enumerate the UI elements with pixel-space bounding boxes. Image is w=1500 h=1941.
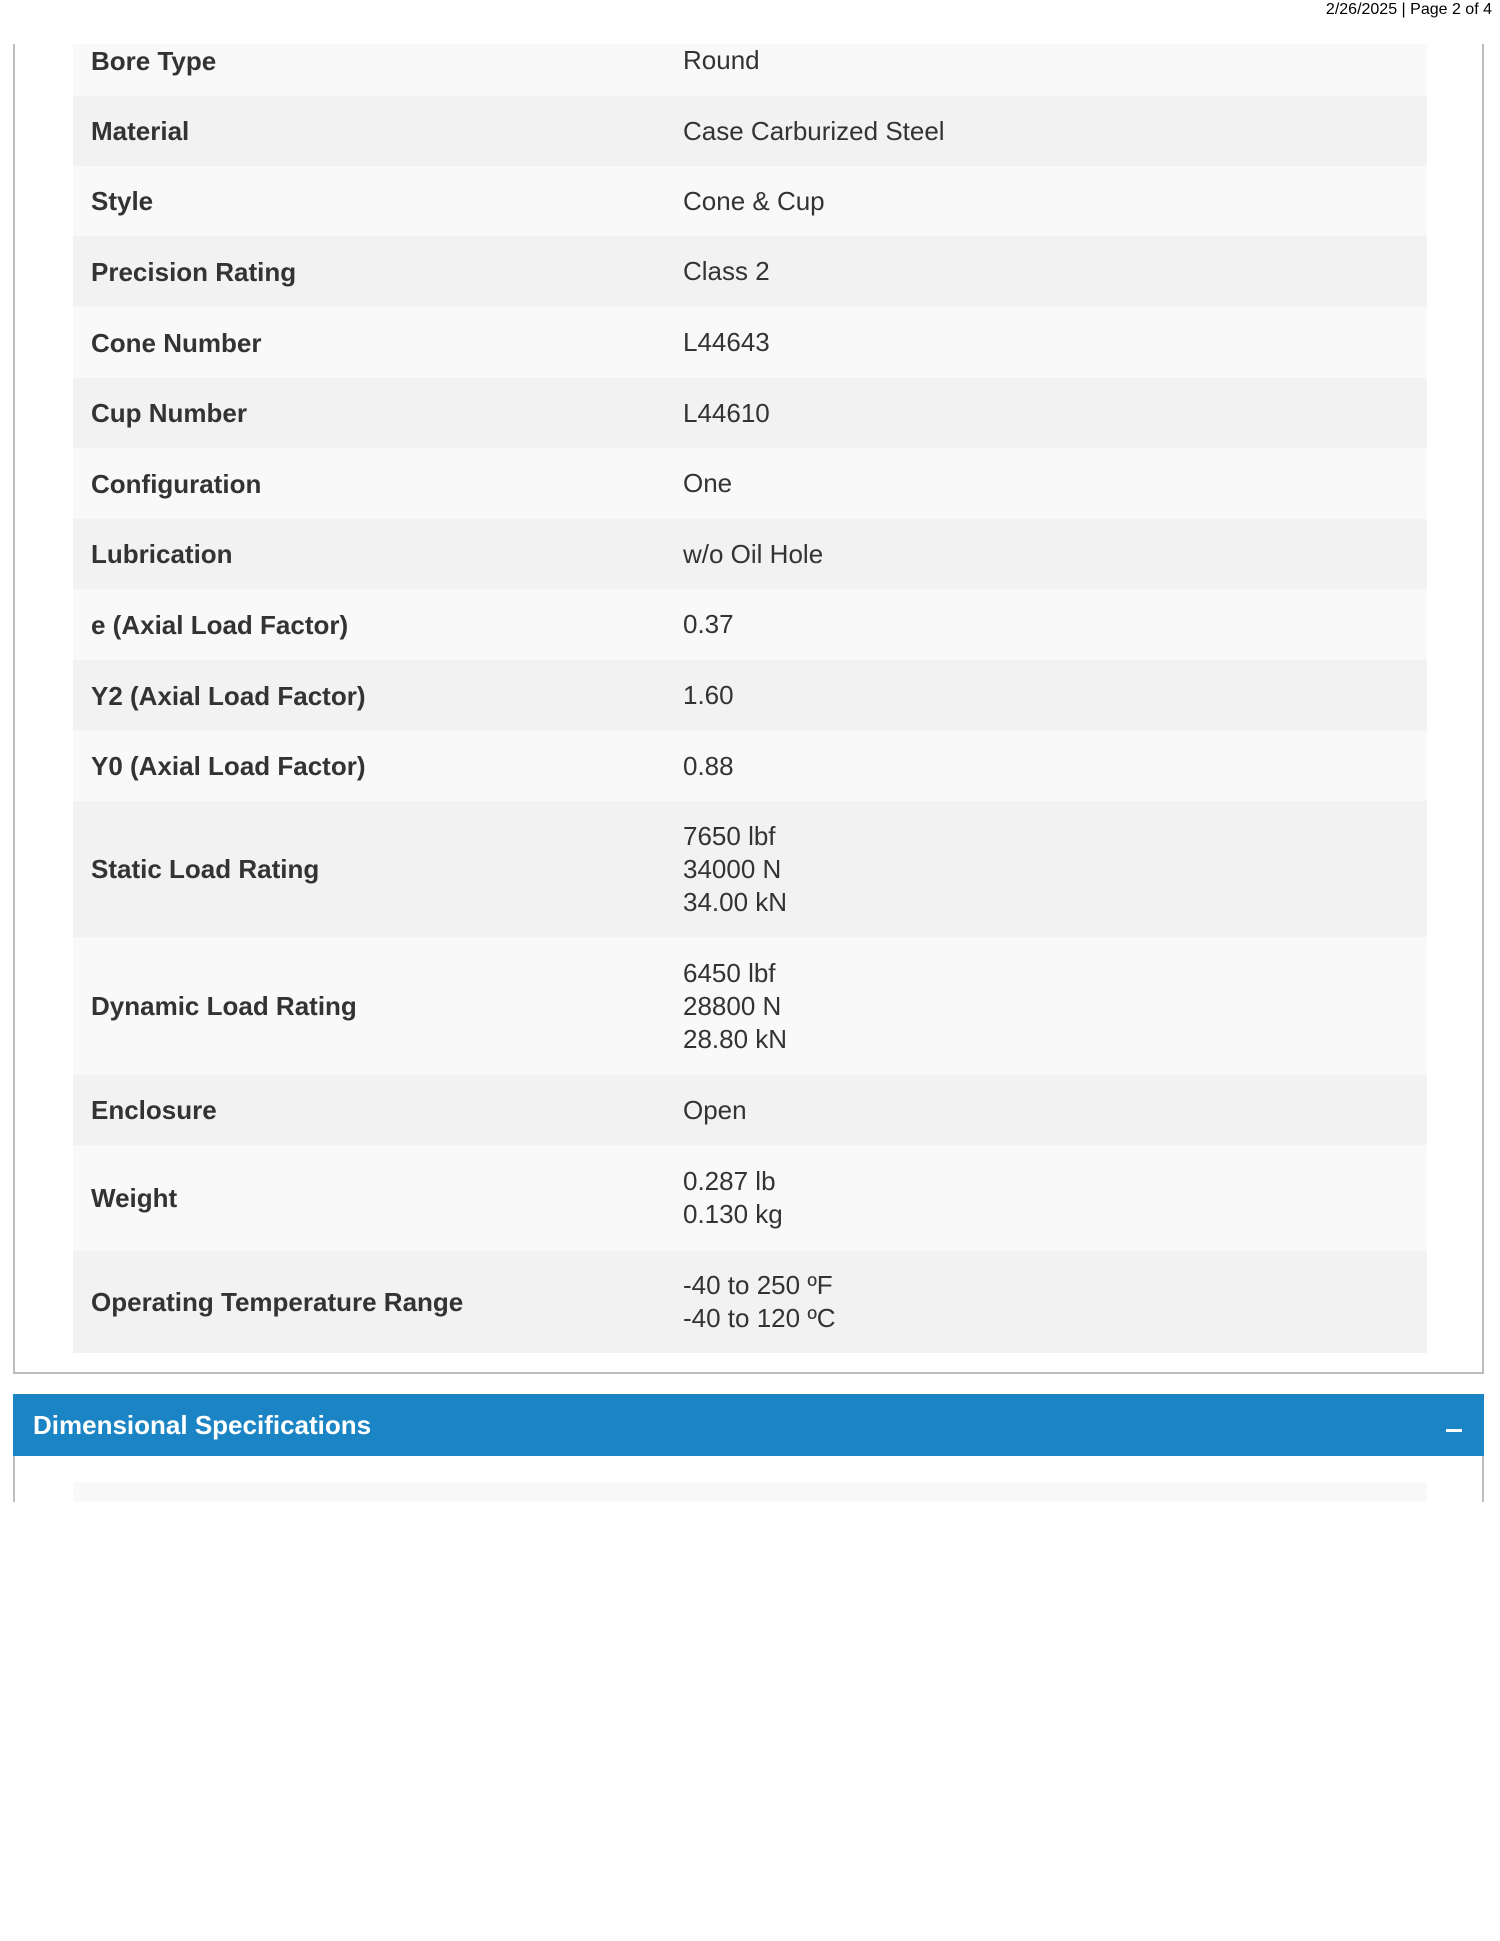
spec-label: Cup Number	[91, 398, 247, 428]
table-row	[73, 236, 1427, 307]
table-row	[73, 1145, 1427, 1251]
spec-label: Configuration	[91, 468, 262, 499]
spec-value	[683, 679, 1427, 712]
table-row	[73, 1482, 1427, 1502]
spec-value	[683, 1165, 1427, 1231]
spec-value-line: 0.130 kg	[683, 1199, 783, 1229]
table-row	[73, 96, 1427, 166]
spec-label: Operating Temperature Range	[91, 1287, 464, 1317]
spec-label: Static Load Rating	[91, 854, 320, 884]
spec-value	[683, 1094, 1427, 1127]
spec-value-line: Case Carburized Steel	[683, 115, 945, 146]
spec-label: Y2 (Axial Load Factor)	[91, 680, 366, 711]
spec-value-line: -40 to 120 ºC	[683, 1303, 836, 1333]
spec-value-line: Open	[683, 1094, 747, 1125]
spec-value	[683, 820, 1427, 919]
spec-label: Bore Type	[91, 46, 217, 76]
table-row	[73, 1075, 1427, 1145]
dimensional-specifications-header[interactable]	[13, 1394, 1484, 1456]
table-row	[73, 44, 1427, 96]
spec-label: Material	[91, 116, 190, 146]
specifications-panel	[13, 44, 1484, 1374]
spec-value-line: 0.88	[683, 750, 734, 781]
spec-value-line: L44610	[683, 397, 770, 428]
page-header: 2/26/2025 | Page 2 of 4	[1325, 1, 1492, 18]
spec-value-line: 28800 N	[683, 990, 782, 1021]
spec-value	[683, 1269, 1427, 1335]
spec-value	[683, 185, 1427, 218]
spec-value	[683, 44, 1427, 77]
table-row	[73, 378, 1427, 448]
spec-value-line: 34.00 kN	[683, 886, 788, 917]
spec-label: Dynamic Load Rating	[91, 991, 357, 1021]
table-row	[73, 731, 1427, 801]
spec-value	[683, 538, 1427, 571]
table-row	[73, 1251, 1427, 1353]
spec-value-line: L44643	[683, 327, 770, 357]
spec-value-line: Cone & Cup	[683, 185, 825, 216]
spec-value-line: Round	[683, 45, 760, 75]
spec-value-line: 7650 lbf	[683, 820, 776, 851]
table-row	[73, 307, 1427, 378]
table-row	[73, 801, 1427, 937]
table-row	[73, 589, 1427, 660]
spec-value-line: 1.60	[683, 680, 734, 710]
spec-value-line: 0.287 lb	[683, 1166, 776, 1196]
dimensional-specifications-panel	[13, 1456, 1484, 1502]
spec-value-line: 28.80 kN	[683, 1023, 788, 1054]
spec-value-line: 34000 N	[683, 853, 782, 884]
spec-value	[683, 957, 1427, 1056]
spec-label: Weight	[91, 1183, 178, 1213]
spec-value-line: w/o Oil Hole	[683, 538, 824, 569]
minus-icon[interactable]	[1446, 1417, 1462, 1433]
spec-value-line: 6450 lbf	[683, 957, 776, 988]
table-row	[73, 448, 1427, 519]
spec-value-line: -40 to 250 ºF	[683, 1270, 833, 1300]
spec-label: Precision Rating	[91, 256, 297, 287]
specifications-table	[73, 44, 1427, 1353]
spec-value	[683, 750, 1427, 783]
spec-label: Style	[91, 186, 154, 216]
spec-value-line: Class 2	[683, 256, 770, 286]
spec-value	[683, 608, 1427, 641]
table-row	[73, 166, 1427, 236]
spec-value-line: One	[683, 468, 733, 498]
table-row	[73, 519, 1427, 589]
spec-label: Cone Number	[91, 327, 262, 358]
spec-label: e (Axial Load Factor)	[91, 609, 349, 640]
table-row	[73, 660, 1427, 731]
spec-value	[683, 397, 1427, 430]
section-title: Dimensional Specifications	[33, 1410, 372, 1440]
spec-label: Enclosure	[91, 1095, 217, 1125]
table-row	[73, 937, 1427, 1075]
spec-value	[683, 115, 1427, 148]
spec-value	[683, 326, 1427, 359]
spec-label: Lubrication	[91, 539, 233, 569]
spec-value	[683, 467, 1427, 500]
spec-value-line: 0.37	[683, 609, 734, 639]
spec-value	[683, 255, 1427, 288]
spec-label: Y0 (Axial Load Factor)	[91, 751, 366, 781]
